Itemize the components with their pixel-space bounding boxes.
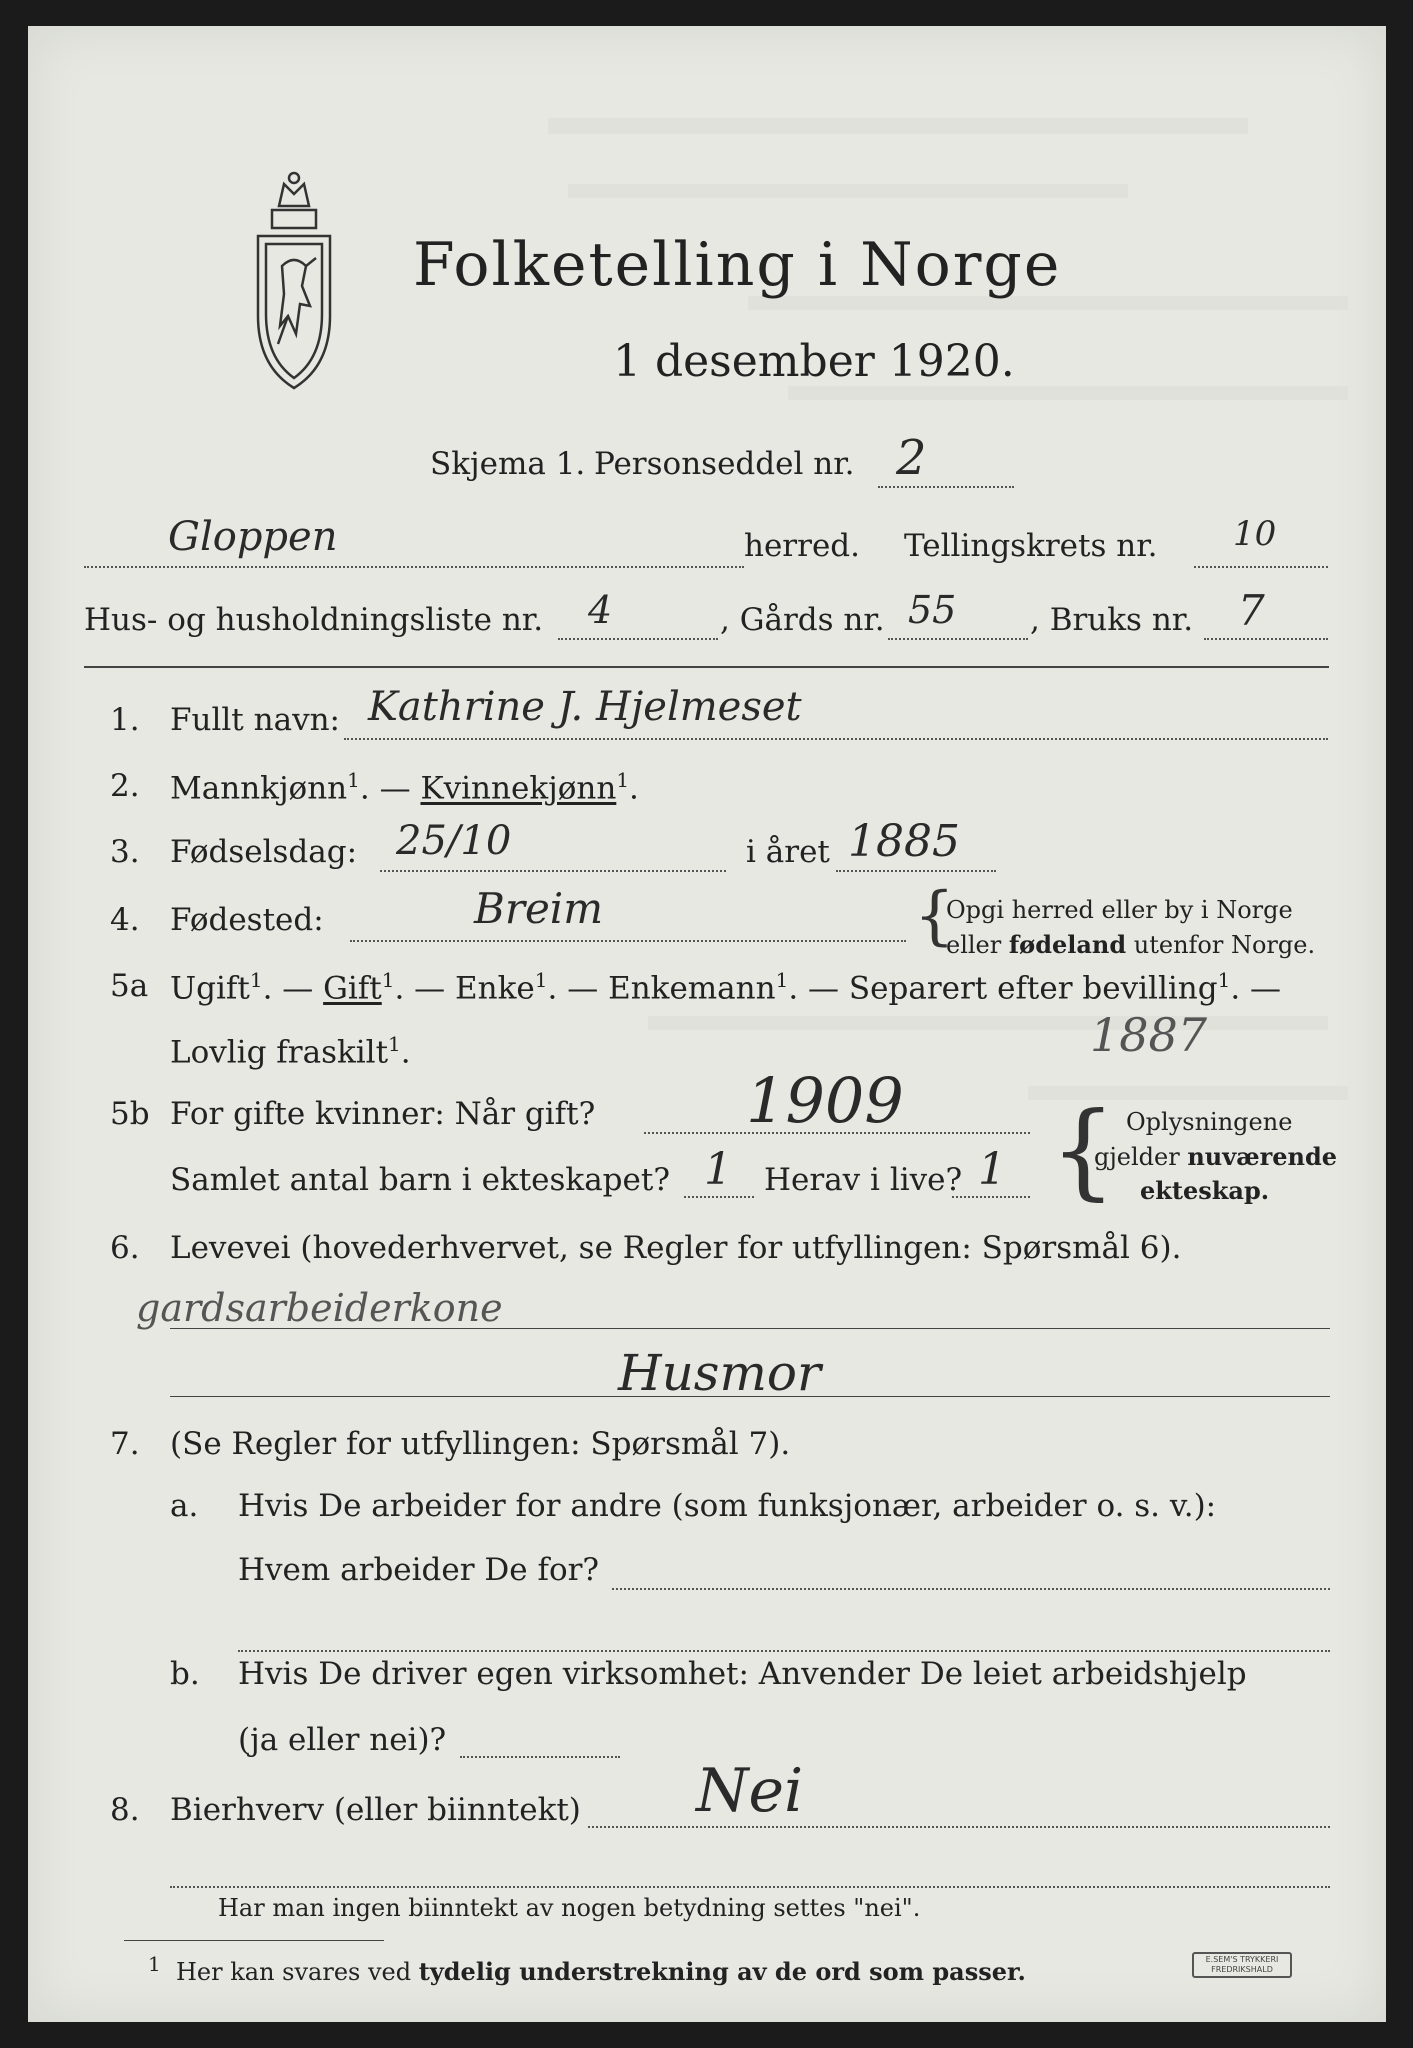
husholdningsliste-value: 4: [588, 588, 613, 632]
option-gift[interactable]: Gift: [323, 970, 382, 1007]
census-date: 1 desember 1920.: [613, 336, 1015, 387]
levevei-line1-value: gardsarbeiderkone: [136, 1286, 503, 1330]
leiet-arbeidshjelp-field[interactable]: [460, 1756, 620, 1758]
q5b-note-1: Oplysningene: [1126, 1108, 1293, 1136]
q3-number: 3.: [110, 834, 140, 870]
q4-note-2: eller fødeland utenfor Norge.: [946, 930, 1316, 959]
personseddel-label: Personseddel nr.: [594, 446, 855, 482]
option-ugift[interactable]: Ugift: [170, 970, 250, 1007]
levevei-line1[interactable]: [170, 1328, 1330, 1329]
personseddel-value: 2: [896, 430, 927, 486]
husholdningsliste-label: Hus- og husholdningsliste nr.: [84, 602, 544, 638]
fullt-navn-value: Kathrine J. Hjelmeset: [368, 684, 802, 730]
fodselsar-field[interactable]: [836, 870, 996, 872]
q6-label: Levevei (hovederhvervet, se Regler for utfyllingen: Spørsmål 6).: [170, 1230, 1182, 1266]
q7b-text: Hvis De driver egen virksomhet: Anvender De leiet arbeidshjelp: [238, 1656, 1247, 1692]
option-enke[interactable]: Enke: [455, 970, 535, 1007]
personseddel-field[interactable]: [878, 486, 1014, 488]
q7a-text: Hvis De arbeider for andre (som funksjonær, arbeider o. s. v.):: [238, 1488, 1217, 1524]
q5a-status-options: Ugift$^1$. — Gift$^1$. — Enke$^1$. — Enkemann$^1$. — Separert efter bevilling$^1$. —: [170, 968, 1282, 1007]
q5b-brace: {: [1050, 1089, 1117, 1211]
census-form-page: [28, 26, 1386, 2022]
schema-label: Skjema 1.: [430, 446, 586, 482]
q5b-alive-label: Herav i live?: [764, 1162, 963, 1198]
q6-number: 6.: [110, 1230, 140, 1266]
q3-year-label: i året: [746, 834, 830, 870]
q8-number: 8.: [110, 1792, 140, 1828]
q5a-number: 5a: [110, 968, 149, 1004]
form-title: Folketelling i Norge: [413, 230, 1062, 300]
option-kvinnekjonn[interactable]: Kvinnekjønn: [420, 770, 617, 807]
q4-number: 4.: [110, 902, 140, 938]
levevei-line2-value: Husmor: [618, 1344, 821, 1402]
q5b-number: 5b: [110, 1096, 150, 1132]
fodselsar-value: 1885: [848, 816, 960, 867]
nei-note: Har man ingen biinntekt av nogen betydning settes "nei".: [218, 1894, 921, 1922]
bruks-value: 7: [1238, 586, 1265, 635]
printer-stamp: E.SEM'S TRYKKERI FREDRIKSHALD: [1192, 1952, 1292, 1978]
footnote: $^1$ Her kan svares ved tydelig understrekning av de ord som passer.: [148, 1952, 1026, 1986]
hvem-arbeider-field[interactable]: [612, 1588, 1330, 1590]
option-lovlig-fraskilt[interactable]: Lovlig fraskilt: [170, 1034, 389, 1071]
fodested-value: Breim: [474, 884, 604, 933]
option-mannkjonn[interactable]: Mannkjønn: [170, 770, 348, 807]
q2-gender-options: Mannkjønn$^1$. — Kvinnekjønn$^1$.: [170, 768, 639, 807]
q7a-letter: a.: [170, 1488, 199, 1524]
q8-label: Bierhverv (eller biinntekt): [170, 1792, 581, 1828]
gards-field[interactable]: [888, 638, 1028, 640]
fullt-navn-field[interactable]: [344, 738, 1328, 740]
option-separert[interactable]: Separert efter bevilling: [848, 970, 1218, 1007]
herred-label: herred.: [744, 528, 860, 564]
q4-label: Fødested:: [170, 902, 324, 938]
q7-number: 7.: [110, 1426, 140, 1462]
fodselsdag-field[interactable]: [380, 870, 726, 872]
tellingskrets-label: Tellingskrets nr.: [904, 528, 1158, 564]
bruks-field[interactable]: [1204, 638, 1328, 640]
tellingskrets-value: 10: [1233, 514, 1277, 554]
q7a-question: Hvem arbeider De for?: [238, 1552, 600, 1588]
bierhverv-field[interactable]: [588, 1826, 1330, 1828]
bierhverv-value: Nei: [696, 1756, 804, 1826]
q5b-married-label: For gifte kvinner: Når gift?: [170, 1096, 596, 1132]
bierhverv-extra-line[interactable]: [170, 1886, 1330, 1888]
antal-barn-value: 1: [704, 1144, 732, 1195]
tellingskrets-field[interactable]: [1194, 566, 1328, 568]
header-divider: [84, 666, 1329, 668]
q7a-extra-line[interactable]: [238, 1650, 1330, 1652]
q5a-annotation: 1887: [1090, 1008, 1208, 1062]
i-live-field[interactable]: [952, 1196, 1030, 1198]
fodested-field[interactable]: [350, 940, 906, 942]
gards-value: 55: [908, 588, 957, 632]
q5b-note-2: gjelder nuværende: [1094, 1142, 1338, 1171]
herred-field[interactable]: [84, 566, 744, 568]
footnote-rule: [124, 1940, 384, 1941]
option-enkemann[interactable]: Enkemann: [608, 970, 776, 1007]
gards-label: , Gårds nr.: [720, 602, 885, 638]
q5a-line2: Lovlig fraskilt$^1$.: [170, 1032, 411, 1071]
levevei-line2[interactable]: [170, 1396, 1330, 1397]
q3-label: Fødselsdag:: [170, 834, 358, 870]
q1-number: 1.: [110, 702, 140, 738]
q4-brace: {: [914, 879, 955, 953]
q2-number: 2.: [110, 768, 140, 804]
nar-gift-value: 1909: [746, 1064, 904, 1137]
q5b-children-label: Samlet antal barn i ekteskapet?: [170, 1162, 670, 1198]
q1-label: Fullt navn:: [170, 702, 340, 738]
fodselsdag-value: 25/10: [396, 818, 512, 864]
q4-note-1: Opgi herred eller by i Norge: [946, 896, 1293, 924]
antal-barn-field[interactable]: [684, 1196, 754, 1198]
herred-value: Gloppen: [168, 514, 338, 560]
q7b-letter: b.: [170, 1656, 200, 1692]
i-live-value: 1: [978, 1144, 1006, 1195]
bruks-label: , Bruks nr.: [1030, 602, 1194, 638]
q7-label: (Se Regler for utfyllingen: Spørsmål 7).: [170, 1426, 791, 1462]
norway-coat-of-arms-icon: [244, 166, 344, 394]
q5b-note-3: ekteskap.: [1140, 1176, 1270, 1205]
q7b-question: (ja eller nei)?: [238, 1722, 447, 1758]
husholdningsliste-field[interactable]: [558, 638, 718, 640]
